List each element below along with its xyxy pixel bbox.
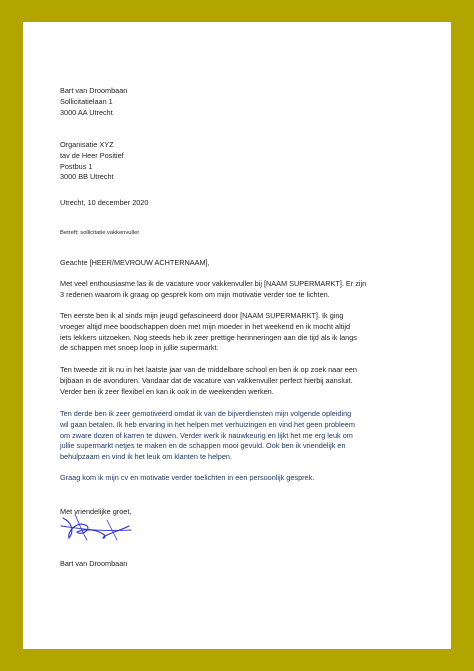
paragraph-line: Ten eerste ben ik al sinds mijn jeugd gefascineerd door [NAAM SUPERMARKT]. Ik ging (60, 311, 344, 320)
salutation-text: Geachte [HEER/MEVROUW ACHTERNAAM], (60, 258, 210, 267)
letter-page (23, 22, 451, 649)
paragraph-1 (60, 279, 430, 301)
paragraph-4 (60, 409, 430, 463)
paragraph-line: jullie supermarkt netjes te maken en de schappen mooi gevuld. Ook ben ik vriendelijk en (60, 441, 346, 451)
signature-image (57, 500, 137, 546)
paragraph-line: Graag kom ik mijn cv en motivatie verder toelichten in een persoonlijk gesprek. (60, 473, 315, 482)
signoff (60, 559, 430, 570)
paragraph-line: om zware dozen of karren te duwen. Verder werk ik nauwkeurig en lijkt het me erg leuk om (60, 430, 353, 440)
paragraph-line: de schappen met snoep loop in jullie supermarkt. (60, 343, 219, 353)
paragraph-line: 3 redenen waarom ik graag op gesprek kom om mijn motivatie verder toe te lichten. (60, 289, 330, 299)
paragraph-3 (60, 365, 430, 397)
recipient-address (60, 140, 430, 183)
paragraph-line: Ten derde ben ik zeer gemotiveerd omdat ik van de bijverdiensten mijn volgende opleiding (60, 409, 352, 418)
paragraph-5 (60, 473, 430, 484)
paragraph-2 (60, 311, 430, 354)
letter-date (60, 198, 430, 209)
recipient-org: Organisatie XYZ (60, 140, 114, 149)
sender-address (60, 86, 430, 118)
closing-text: Met vriendelijke groet, (60, 507, 132, 516)
recipient-attn: tav de Heer Positief (60, 150, 124, 160)
paragraph-line: wil gaan betalen. Ik heb ervaring in het helpen met verhuizingen en vind het geen probleem (60, 419, 355, 429)
paragraph-line: vroeger altijd mee boodschappen doen met mijn moeder in het weekend en ik mocht altijd (60, 321, 351, 331)
paragraph-line: behulpzaam en vind ik het leuk om klanten te helpen. (60, 452, 232, 462)
paragraph-line: iets lekkers uitzoeken. Nog steeds heb ik zeer prettige herinneringen aan die tijd als ik langs (60, 332, 357, 342)
sender-name: Bart van Droombaan (60, 86, 128, 95)
signoff-name: Bart van Droombaan (60, 559, 128, 568)
salutation (60, 258, 430, 269)
recipient-city: 3000 BB Utrecht (60, 172, 114, 182)
paragraph-line: Ten tweede zit ik nu in het laatste jaar van de middelbare school en ben ik op zoek naar een (60, 365, 357, 374)
paragraph-line: Met veel enthousiasme las ik de vacature voor vakkenvuller bij [NAAM SUPERMARKT]. Er zijn (60, 279, 367, 288)
sender-city: 3000 AA Utrecht (60, 107, 113, 117)
subject-line (60, 229, 430, 237)
subject-text: Betreft: sollicitatie vakkenvuller (60, 230, 140, 236)
date-text: Utrecht, 10 december 2020 (60, 198, 149, 207)
recipient-postbus: Postbus 1 (60, 161, 93, 171)
paragraph-line: bijbaan in de avonduren. Vandaar dat de vacature van vakkenvuller perfect hierbij aansluit. (60, 375, 353, 385)
paragraph-line: Verder ben ik zeer flexibel en kan ik ook in de weekenden werken. (60, 386, 274, 396)
sender-street: Sollicitatielaan 1 (60, 96, 113, 106)
